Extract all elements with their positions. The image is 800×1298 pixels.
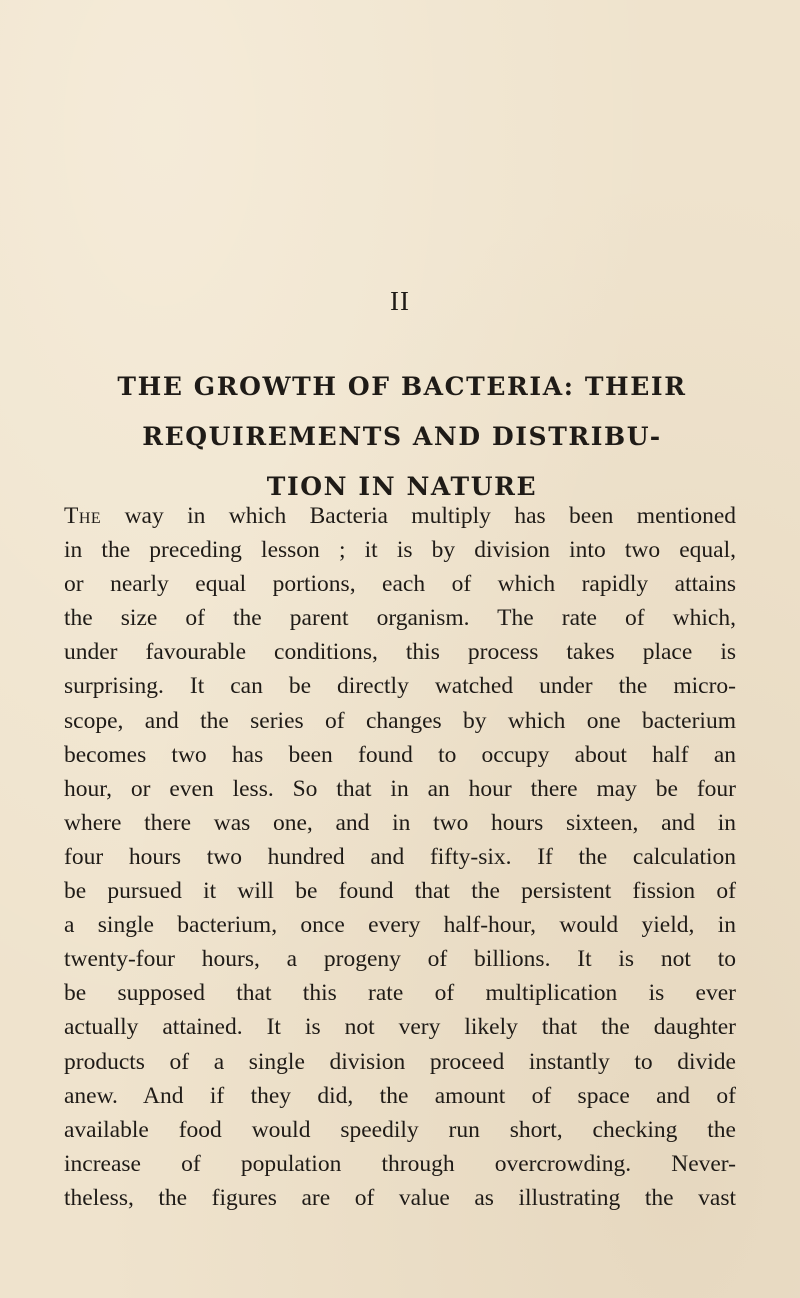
body-line-21: theless, the figures are of value as illustrating the vast [64, 1184, 736, 1211]
chapter-number: II [390, 286, 410, 316]
body-line-1-text: way in which Bacteria multiply has been mentioned [101, 503, 736, 529]
body-line-2: in the preceding lesson ; it is by division into two equal, [64, 537, 736, 564]
chapter-title-line-1: THE GROWTH OF BACTERIA: THEIR [117, 372, 687, 401]
body-line-18: anew. And if they did, the amount of space and of [64, 1082, 736, 1109]
body-line-4: the size of the parent organism. The rate of which, [64, 605, 736, 632]
body-line-7: scope, and the series of changes by which one bacterium [64, 707, 736, 734]
body-paragraph [64, 499, 736, 1215]
body-line-12: be pursued it will be found that the persistent fission of [64, 878, 736, 905]
lead-word: The [64, 503, 102, 529]
body-line-9: hour, or even less. So that in an hour there may be four [64, 775, 736, 802]
body-line-3: or nearly equal portions, each of which rapidly attains [64, 571, 736, 598]
chapter-title [88, 362, 716, 512]
chapter-title-line-2: REQUIREMENTS AND DISTRIBU- [142, 422, 662, 451]
body-line-20: increase of population through overcrowding. Never- [64, 1150, 736, 1177]
body-line-10: where there was one, and in two hours sixteen, and in [64, 809, 736, 836]
body-line-5: under favourable conditions, this process takes place is [64, 639, 736, 666]
body-line-1 [64, 499, 736, 533]
body-line-17: products of a single division proceed instantly to divide [64, 1048, 736, 1075]
body-line-8: becomes two has been found to occupy about half an [64, 741, 736, 768]
body-line-16: actually attained. It is not very likely that the daughter [64, 1014, 736, 1041]
body-line-11: four hours two hundred and fifty-six. If the calculation [64, 843, 736, 870]
body-line-13: a single bacterium, once every half-hour, would yield, in [64, 912, 736, 939]
body-line-19: available food would speedily run short, checking the [64, 1116, 736, 1143]
body-line-15: be supposed that this rate of multiplication is ever [64, 980, 736, 1007]
chapter-title-line-3: TION IN NATURE [266, 472, 538, 501]
body-line-6: surprising. It can be directly watched under the micro- [64, 673, 736, 700]
body-line-14: twenty-four hours, a progeny of billions. It is not to [64, 946, 736, 973]
